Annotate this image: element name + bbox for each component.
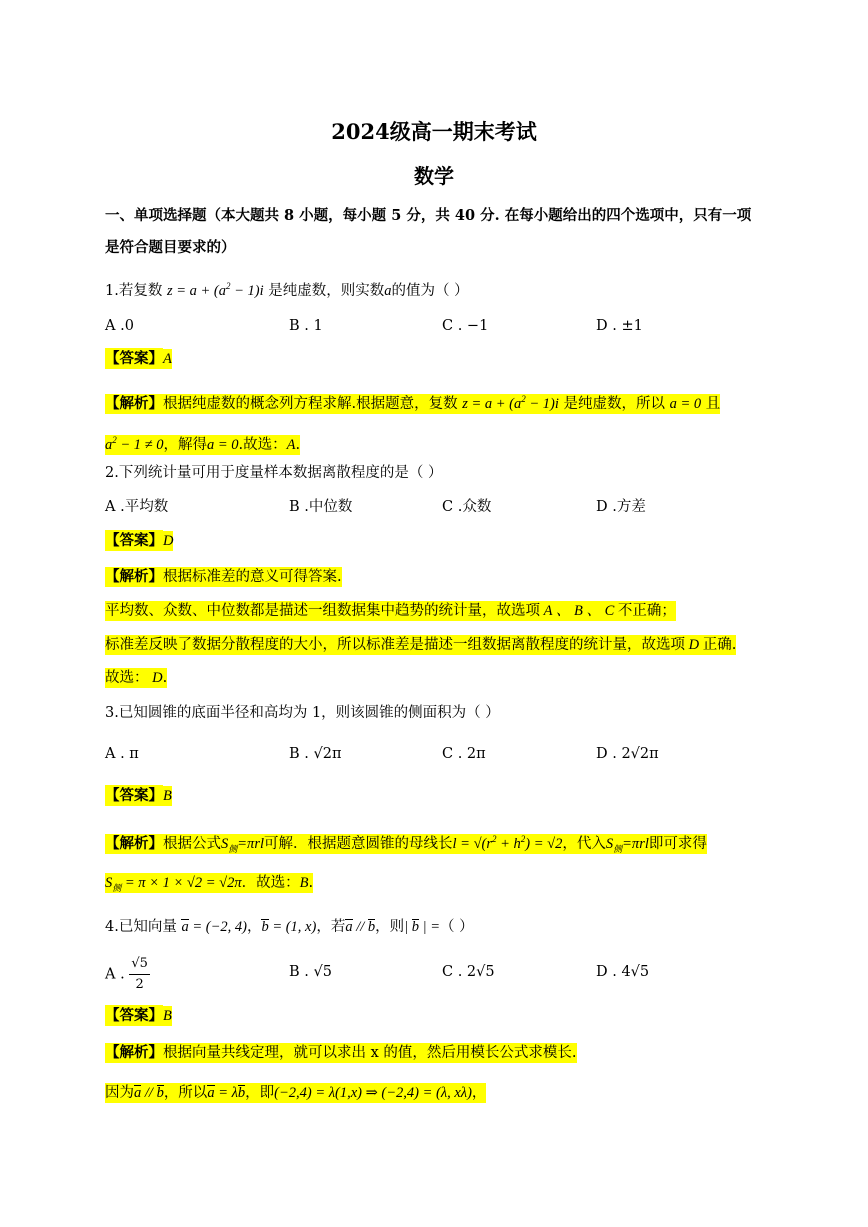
q3-option-a: A . π — [105, 746, 139, 762]
q1-option-d: D . ±1 — [596, 318, 643, 334]
q1-analysis-line1: 【解析】根据纯虚数的概念列方程求解.根据题意，复数 $z = a + (a^2 - 1)i$ 是纯虚数，所以 a = 0 且 — [105, 394, 721, 412]
q1-answer: 【答案】A — [105, 350, 172, 367]
q2-stem: 2.下列统计量可用于度量样本数据离散程度的是（ ） — [105, 465, 443, 481]
q4-stem: 4.已知向量 a = (−2, 4)，b = (1, x)，若a // b，则| b | =（ ） — [105, 919, 474, 935]
q4-answer: 【答案】B — [105, 1007, 172, 1024]
q2-analysis-line2: 平均数、众数、中位数都是描述一组数据集中趋势的统计量，故选项 A 、 B 、 C 不正确； — [105, 603, 676, 619]
q4-option-a: A . $\frac{√5}{2}$ — [105, 956, 148, 992]
q2-option-d: D .方差 — [596, 499, 646, 515]
q3-answer: 【答案】B — [105, 787, 172, 804]
q1-option-a: A .0 — [105, 318, 134, 334]
q2-answer: 【答案】D — [105, 532, 174, 549]
q3-analysis-line2: $S_侧 = \pi \times 1 \times √2 = √2\pi$．故选：B. — [105, 875, 314, 893]
q4-option-d: D . 4√5 — [596, 964, 650, 980]
q1-option-c: C . −1 — [442, 318, 489, 334]
q4-analysis-line1: 【解析】根据向量共线定理，就可以求出 x 的值，然后用模长公式求模长. — [105, 1044, 577, 1061]
q2-option-b: B .中位数 — [289, 499, 353, 515]
q2-option-c: C .众数 — [442, 499, 492, 515]
q1-analysis-line2: $a^2 - 1 \ne 0$，解得a = 0.故选：A. — [105, 435, 301, 453]
q3-stem: 3.已知圆锥的底面半径和高均为 1，则该圆锥的侧面积为（ ） — [105, 705, 500, 721]
q4-analysis-line2: 因为a // b，所以a = λb，即(−2,4) = λ(1,x) ⇒ (−2,4) = (λ, xλ)， — [105, 1085, 487, 1101]
q3-analysis-line1: 【解析】根据公式$S_侧=\pi rl$可解．根据题意圆锥的母线长$l = √(r^2 + h^2) = √2$，代入$S_侧=\pi rl$即可求得 — [105, 834, 707, 854]
exam-title: 2024级高一期末考试 — [331, 119, 537, 144]
q4-option-c: C . 2√5 — [442, 964, 495, 980]
q1-stem: 1.若复数 $z = a + (a^2 - 1)i$ 是纯虚数，则实数a的值为（ ） — [105, 281, 469, 299]
section-heading-line2: 是符合题目要求的） — [105, 239, 236, 256]
q1-option-b: B . 1 — [289, 318, 323, 334]
subject-title: 数学 — [414, 164, 454, 188]
q4-option-b: B . √5 — [289, 964, 332, 980]
q3-option-c: C . 2π — [442, 746, 486, 762]
q2-option-a: A .平均数 — [105, 499, 169, 515]
q2-analysis-line4: 故选： D. — [105, 670, 168, 686]
q3-option-b: B . √2π — [289, 746, 342, 762]
q2-analysis-line3: 标准差反映了数据分散程度的大小，所以标准差是描述一组数据离散程度的统计量，故选项 D 正确. — [105, 637, 737, 653]
q3-option-d: D . 2√2π — [596, 746, 659, 762]
q2-analysis-line1: 【解析】根据标准差的意义可得答案. — [105, 568, 342, 585]
section-heading-line1: 一、单项选择题（本大题共 8 小题，每小题 5 分，共 40 分. 在每小题给出的四个选项中，只有一项 — [105, 207, 752, 224]
